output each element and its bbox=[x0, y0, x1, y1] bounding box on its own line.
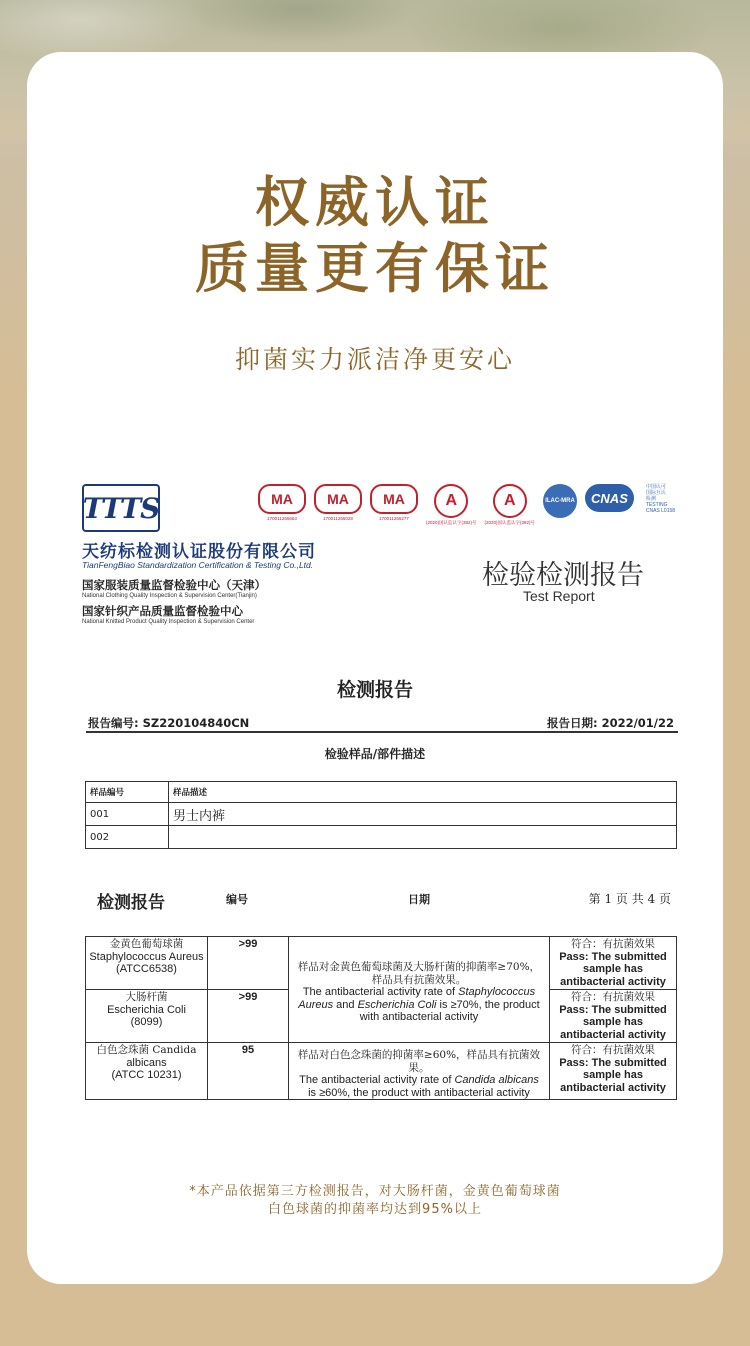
verdict-cn: 符合：有抗菌效果 bbox=[571, 1044, 655, 1056]
ttts-logo: TTTS bbox=[82, 484, 160, 532]
description-en-part: is ≥70%, the product with antibacterial activity bbox=[359, 998, 540, 1024]
table-row bbox=[86, 803, 677, 826]
results-title: 检测报告 bbox=[97, 893, 165, 913]
headline-line-2: 质量更有保证 bbox=[195, 237, 555, 300]
report-title-en: Test Report bbox=[523, 588, 595, 604]
ma-mark bbox=[370, 484, 418, 521]
cnas-note bbox=[646, 484, 675, 514]
value-cell: >99 bbox=[208, 990, 289, 1043]
center2-name-en: National Knitted Product Quality Inspection & Supervision Center bbox=[82, 619, 255, 625]
organism-strain: (ATCC 10231) bbox=[111, 1069, 182, 1081]
certification-marks bbox=[258, 484, 675, 526]
report-date: 报告日期: 2022/01/22 bbox=[546, 716, 674, 730]
organism-strain: (ATCC6538) bbox=[116, 963, 177, 975]
organism-en: Escherichia Coli bbox=[107, 1003, 186, 1016]
company-name-cn: 天纺标检测认证股份有限公司 bbox=[82, 542, 316, 562]
ma-mark bbox=[314, 484, 362, 521]
results-code-label: 编号 bbox=[226, 893, 248, 906]
organism-strain: (8099) bbox=[130, 1016, 163, 1028]
value-cell: 95 bbox=[208, 1043, 289, 1100]
description-en-italic: Candida albicans bbox=[454, 1074, 539, 1086]
description-cn: 样品对金黄色葡萄球菌及大肠杆菌的抑菌率≥70%，样品具有抗菌效果。 bbox=[297, 961, 541, 986]
doc-title: 检测报告 bbox=[336, 679, 413, 701]
report-title-cn: 检验检测报告 bbox=[482, 560, 644, 591]
organism-cell bbox=[86, 1043, 208, 1100]
verdict-cell bbox=[550, 990, 677, 1043]
organism-cn: 白色念珠菌 Candida bbox=[96, 1044, 197, 1056]
cnas-note-line: 国际互认 bbox=[645, 490, 666, 496]
description-en-part: The antibacterial activity rate of bbox=[299, 1074, 455, 1086]
description-en-part: is ≥60%, the product with antibacterial activity bbox=[308, 1086, 530, 1099]
verdict-en: Pass: The submitted sample has antibacterial activity bbox=[559, 950, 667, 988]
center2-name-cn: 国家针织产品质量监督检验中心 bbox=[82, 604, 243, 618]
headline-line-1: 权威认证 bbox=[255, 171, 495, 234]
footnote-line-2: 白色球菌的抑菌率均达到95%以上 bbox=[268, 1202, 482, 1217]
table-header-row bbox=[86, 782, 677, 803]
sample-desc bbox=[169, 826, 677, 849]
report-meta-line bbox=[86, 715, 678, 733]
company-name-en: TianFengBiao Standardization Certification & Testing Co.,Ltd. bbox=[82, 560, 314, 570]
verdict-en: Pass: The submitted sample has antibacterial activity bbox=[559, 1056, 667, 1094]
report-number: 报告编号: SZ220104840CN bbox=[88, 716, 250, 730]
ma-mark-number: 170011265277 bbox=[379, 516, 409, 521]
description-en-italic: Staphylococcus Aureus bbox=[298, 986, 536, 1011]
verdict-en: Pass: The submitted sample has antibacterial activity bbox=[559, 1003, 667, 1041]
verdict-cell bbox=[550, 1043, 677, 1100]
description-en-italic: Escherichia Coli bbox=[357, 998, 437, 1011]
organism-cell bbox=[86, 937, 208, 990]
ma-mark-label: MA bbox=[370, 484, 418, 514]
cnas-note-line: 检测 bbox=[645, 496, 656, 502]
ma-mark-label: MA bbox=[314, 484, 362, 514]
ca-mark-label: A bbox=[434, 484, 468, 518]
ma-mark-label: MA bbox=[258, 484, 306, 514]
description-en bbox=[295, 1074, 543, 1099]
results-page-label: 第 1 页 共 4 页 bbox=[588, 892, 671, 906]
ilac-mra-icon: ILAC-MRA bbox=[543, 484, 577, 518]
cnas-note-line: TESTING bbox=[645, 502, 668, 508]
center1-name-cn: 国家服装质量监督检验中心（天津） bbox=[82, 578, 266, 592]
verdict-cn: 符合：有抗菌效果 bbox=[571, 991, 655, 1003]
sample-desc: 男士内裤 bbox=[169, 803, 677, 826]
organism-cn: 大肠杆菌 bbox=[125, 991, 168, 1003]
ca-mark bbox=[426, 484, 477, 526]
organism-cn: 金黄色葡萄球菌 bbox=[109, 938, 184, 950]
section-title: 检验样品/部件描述 bbox=[324, 747, 426, 761]
footnote-line-1: *本产品依据第三方检测报告，对大肠杆菌，金黄色葡萄球菌 bbox=[189, 1184, 561, 1199]
ca-mark-label: A bbox=[493, 484, 527, 518]
sample-id: 002 bbox=[86, 826, 169, 849]
table-row bbox=[86, 1043, 677, 1100]
sample-table bbox=[85, 781, 677, 849]
cnas-logo: CNAS bbox=[585, 484, 634, 512]
header-sample-desc: 样品描述 bbox=[169, 782, 677, 803]
ca-mark-number: (2020)国认监认字(382)号 bbox=[426, 520, 477, 525]
subtitle: 抑菌实力派洁净更安心 bbox=[234, 345, 515, 374]
ma-mark bbox=[258, 484, 306, 521]
description-cn: 样品对白色念珠菌的抑菌率≥60%，样品具有抗菌效果。 bbox=[297, 1049, 541, 1074]
description-en-part: and bbox=[333, 998, 358, 1011]
table-row bbox=[86, 826, 677, 849]
organism-cell bbox=[86, 990, 208, 1043]
value-cell: >99 bbox=[208, 937, 289, 990]
description-en-part: The antibacterial activity rate of bbox=[302, 986, 459, 999]
results-table bbox=[85, 936, 677, 1100]
ma-mark-number: 170011265663 bbox=[267, 516, 297, 521]
header-sample-id: 样品编号 bbox=[86, 782, 169, 803]
description-cell bbox=[289, 937, 550, 1043]
cnas-note-line: 中国认可 bbox=[645, 484, 666, 490]
organism-en: albicans bbox=[126, 1056, 167, 1069]
table-row bbox=[86, 937, 677, 990]
ca-mark bbox=[485, 484, 536, 526]
verdict-cn: 符合：有抗菌效果 bbox=[571, 938, 655, 950]
results-date-label: 日期 bbox=[408, 893, 430, 906]
center1-name-en: National Clothing Quality Inspection & Supervision Center(Tianjin) bbox=[82, 593, 257, 599]
description-en bbox=[295, 986, 543, 1024]
ma-mark-number: 170011265028 bbox=[323, 516, 353, 521]
verdict-cell bbox=[550, 937, 677, 990]
organism-en: Staphylococcus Aureus bbox=[89, 950, 204, 963]
sample-id: 001 bbox=[86, 803, 169, 826]
cnas-note-line: CNAS L0158 bbox=[645, 508, 676, 514]
ca-mark-number: (2020)国认监认字(382)号 bbox=[484, 520, 536, 525]
description-cell bbox=[289, 1043, 550, 1100]
